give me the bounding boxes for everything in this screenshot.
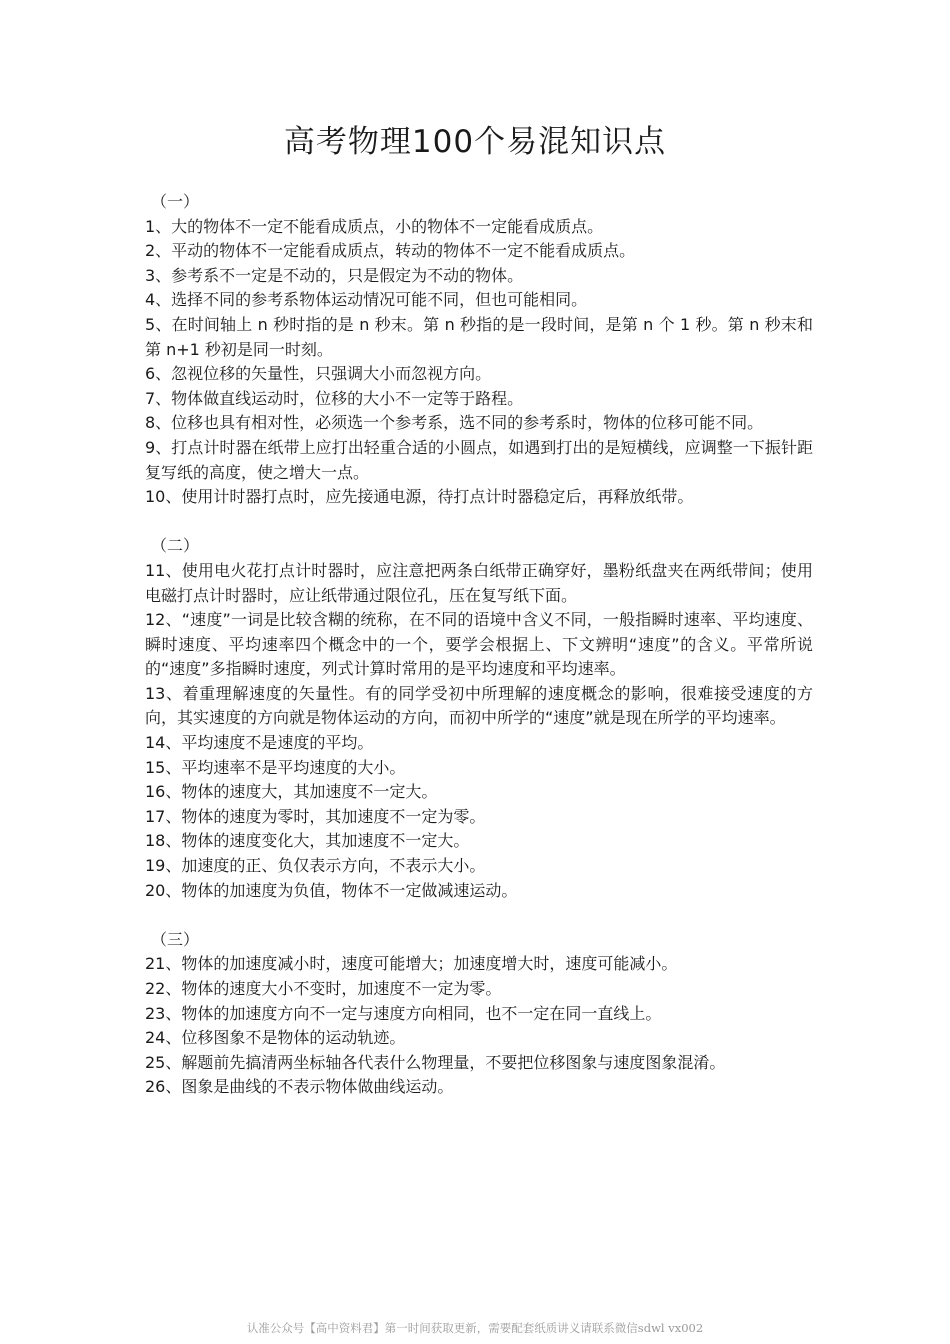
list-item: 14、平均速度不是速度的平均。 — [145, 733, 374, 753]
list-item: 15、平均速率不是平均速度的大小。 — [145, 757, 406, 777]
list-item: 8、位移也具有相对性，必须选一个参考系，选不同的参考系时，物体的位移可能不同。 — [145, 413, 764, 433]
list-item: 3、参考系不一定是不动的，只是假定为不动的物体。 — [145, 265, 524, 285]
section-heading: （三） — [151, 929, 200, 949]
list-item: 16、物体的速度大，其加速度不一定大。 — [145, 782, 438, 802]
list-item: 9、打点计时器在纸带上应打出轻重合适的小圆点，如遇到打出的是短横线，应调整一下振针距复写纸的高度，使之增大一点。 — [145, 437, 813, 482]
list-item: 24、位移图象不是物体的运动轨迹。 — [145, 1028, 406, 1048]
footer-note: 认准公众号【高中资料君】第一时间获取更新，需要配套纸质讲义请联系微信sdwl vx002 — [246, 1321, 704, 1335]
list-item: 22、物体的速度大小不变时，加速度不一定为零。 — [145, 979, 502, 998]
list-item: 2、平动的物体不一定能看成质点，转动的物体不一定不能看成质点。 — [145, 241, 636, 261]
list-item: 17、物体的速度为零时，其加速度不一定为零。 — [145, 806, 486, 826]
list-item: 13、着重理解速度的矢量性。有的同学受初中所理解的速度概念的影响，很难接受速度的方向，其实速度的方向就是物体运动的方向，而初中所学的“速度”就是现在所学的平均速率。 — [145, 683, 813, 728]
list-item: 5、在时间轴上 n 秒时指的是 n 秒末。第 n 秒指的是一段时间，是第 n 个 1 秒。第 n 秒末和第 n+1 秒初是同一时刻。 — [145, 314, 813, 359]
list-item: 6、忽视位移的矢量性，只强调大小而忽视方向。 — [145, 364, 492, 384]
document-body — [145, 190, 813, 1125]
section-1 — [145, 190, 813, 510]
list-item: 4、选择不同的参考系物体运动情况可能不同，但也可能相同。 — [145, 290, 588, 310]
section-heading: （二） — [151, 536, 200, 556]
page-title: 高考物理100个易混知识点 — [283, 124, 667, 160]
section-2 — [145, 534, 813, 903]
list-item: 7、物体做直线运动时，位移的大小不一定等于路程。 — [145, 388, 524, 408]
list-item: 10、使用计时器打点时，应先接通电源，待打点计时器稳定后，再释放纸带。 — [145, 487, 694, 507]
list-item: 19、加速度的正、负仅表示方向，不表示大小。 — [145, 856, 486, 876]
section-heading: （一） — [151, 192, 200, 211]
list-item: 11、使用电火花打点计时器时，应注意把两条白纸带正确穿好，墨粉纸盘夹在两纸带间；使用电磁打点计时器时，应让纸带通过限位孔，压在复写纸下面。 — [145, 560, 813, 605]
list-item: 26、图象是曲线的不表示物体做曲线运动。 — [145, 1077, 454, 1097]
list-item: 25、解题前先搞清两坐标轴各代表什么物理量，不要把位移图象与速度图象混淆。 — [145, 1052, 726, 1072]
list-item: 18、物体的速度变化大，其加速度不一定大。 — [145, 831, 470, 851]
section-3 — [145, 928, 813, 1100]
list-item: 20、物体的加速度为负值，物体不一定做减速运动。 — [145, 880, 518, 900]
list-item: 23、物体的加速度方向不一定与速度方向相同，也不一定在同一直线上。 — [145, 1003, 662, 1023]
list-item: 12、“速度”一词是比较含糊的统称，在不同的语境中含义不同，一般指瞬时速率、平均速度、瞬时速度、平均速率四个概念中的一个，要学会根据上、下文辨明“速度”的含义。平常所说的“速度”多指瞬时速度，列式计算时常用的是平均速度和平均速率。 — [145, 610, 813, 679]
list-item: 1、大的物体不一定不能看成质点，小的物体不一定能看成质点。 — [145, 216, 604, 236]
list-item: 21、物体的加速度减小时，速度可能增大；加速度增大时，速度可能减小。 — [145, 954, 678, 974]
